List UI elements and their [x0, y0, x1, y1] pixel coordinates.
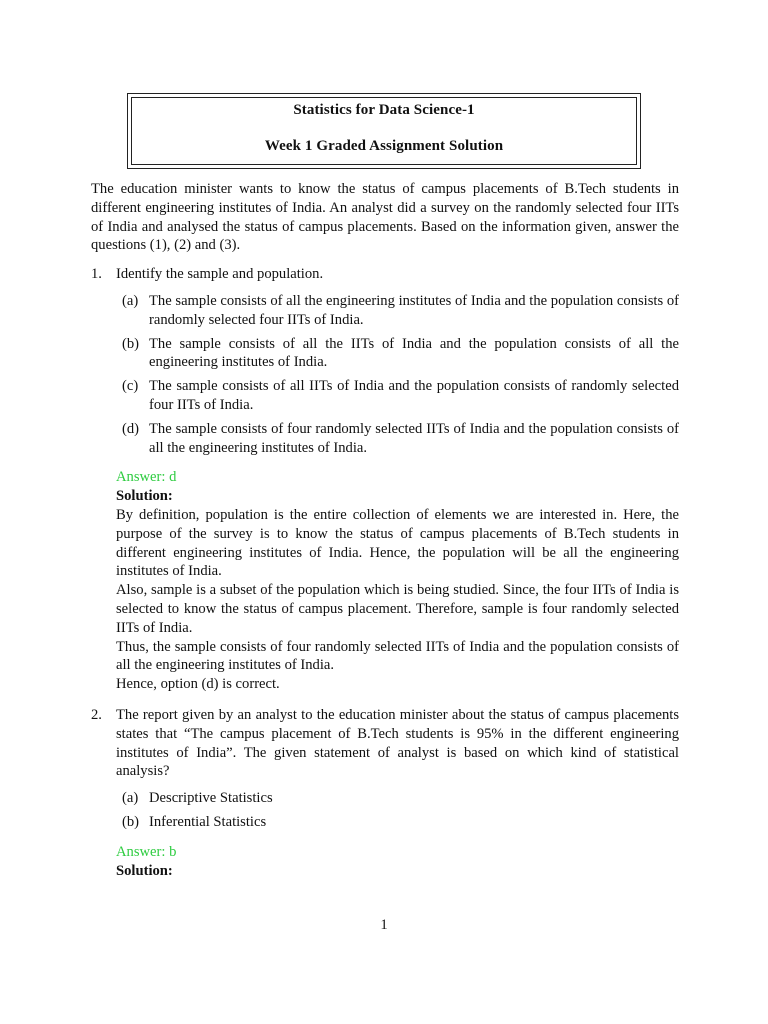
option-b — [116, 813, 679, 832]
course-title: Statistics for Data Science-1 — [293, 102, 475, 118]
option-text: Descriptive Statistics — [149, 790, 273, 807]
title-box — [127, 93, 641, 169]
option-a — [116, 789, 679, 808]
title-box-inner-border — [131, 97, 637, 165]
answer-line: Answer: b — [116, 843, 177, 860]
solution-heading: Solution: — [116, 862, 173, 879]
question-number: 2. — [91, 706, 102, 723]
option-a — [116, 292, 679, 330]
page-number: 1 — [380, 917, 388, 933]
option-b — [116, 335, 679, 373]
question-number: 1. — [91, 266, 102, 283]
option-c — [116, 377, 679, 415]
question-text: Identify the sample and population. — [116, 266, 324, 283]
solution-paragraph: Hence, option (d) is correct. — [116, 676, 280, 693]
solution-paragraph: Thus, the sample consists of four randomly selected IITs of India and the population consists of all the engineering institutes of India. — [116, 638, 679, 674]
option-text: The sample consists of all the IITs of India and the population consists of all the engineering institutes of India. — [149, 335, 679, 371]
solution-paragraph: By definition, population is the entire collection of elements we are interested in. Here, the purpose of the survey is to know the status of campus placements of B.Tech students in different engineering institutes of India. Hence, the population will be all the engineering institutes of India. — [116, 506, 679, 580]
options-list — [116, 292, 679, 457]
solution-paragraph: Also, sample is a subset of the population which is being studied. Since, the four IITs of India is selected to know the status of campus placement. Therefore, sample is four randomly selected IITs of India. — [116, 582, 679, 636]
question-1 — [91, 265, 679, 694]
option-d — [116, 420, 679, 458]
solution-block — [116, 487, 679, 694]
option-label: (b) — [122, 335, 140, 352]
option-text: Inferential Statistics — [149, 813, 267, 830]
solution-heading: Solution: — [116, 488, 173, 505]
option-text: The sample consists of four randomly selected IITs of India and the population consists of all the engineering institutes of India. — [149, 420, 679, 456]
option-label: (d) — [122, 420, 140, 437]
option-label: (b) — [122, 813, 140, 830]
question-2 — [91, 706, 679, 880]
answer-line: Answer: d — [116, 469, 177, 486]
option-text: The sample consists of all the engineering institutes of India and the population consists of randomly selected four IITs of India. — [149, 292, 679, 328]
document-body — [91, 180, 679, 880]
solution-block — [116, 862, 679, 881]
option-label: (a) — [122, 292, 139, 309]
option-label: (c) — [122, 378, 139, 395]
options-list — [116, 789, 679, 832]
intro-paragraph: The education minister wants to know the status of campus placements of B.Tech students in different engineering institutes of India. An analyst did a survey on the randomly selected four IITs of India and analysed the status of campus placements. Based on the information given, answer the questions (1), (2) and (3). — [91, 181, 679, 254]
option-label: (a) — [122, 790, 139, 807]
option-text: The sample consists of all IITs of India and the population consists of randomly selected four IITs of India. — [149, 378, 679, 413]
assignment-title: Week 1 Graded Assignment Solution — [264, 138, 504, 154]
question-text: The report given by an analyst to the education minister about the status of campus placements states that “The campus placement of B.Tech students is 95% in the different engineering institutes of India”. The given statement of analyst is based on which kind of statistical analysis? — [116, 706, 679, 780]
